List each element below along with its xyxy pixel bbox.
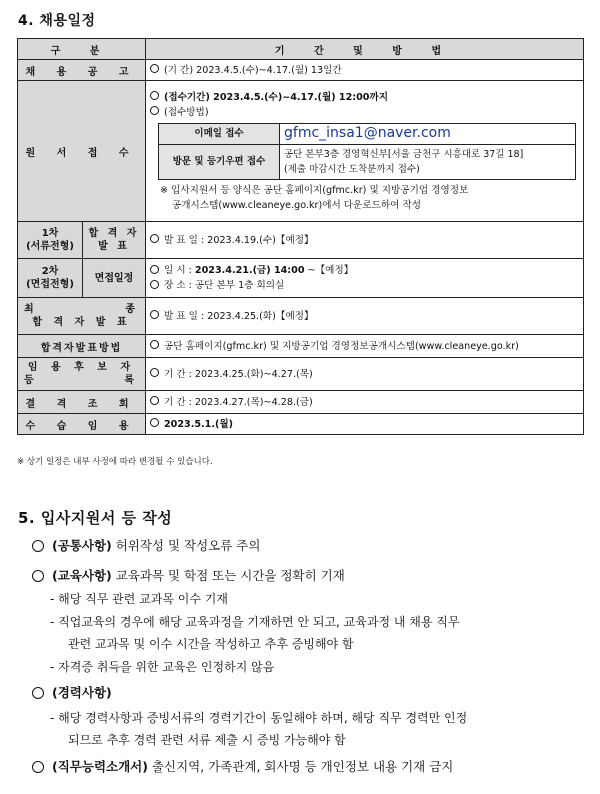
interview-date: 2023.4.21.(금) 14:00 <box>194 265 305 276</box>
row-training <box>18 414 584 435</box>
visit-deadline: (제출 마감시간 도착분까지 접수) <box>284 163 420 175</box>
register-label-a: 등 <box>24 375 39 386</box>
label-announce: 채 용 공 고 <box>18 60 146 81</box>
education-sub1: - 해당 직무 관련 교과목 이수 기재 <box>50 592 228 606</box>
circle-bullet-icon <box>150 396 159 405</box>
item-common-text: 허위작성 및 작성오류 주의 <box>111 538 261 553</box>
apply-method: (접수방법) <box>164 106 209 118</box>
announce-text: (기 간) 2023.4.5.(수)~4.17.(월) 13일간 <box>164 64 342 76</box>
schedule-note: ※ 상기 일정은 내부 사정에 따라 변경될 수 있습니다. <box>17 457 213 467</box>
second-stage-sub: (면접전형) <box>26 279 74 290</box>
circle-bullet-icon <box>150 91 159 100</box>
education-sub2a: - 직업교육의 경우에 해당 교육과정을 기재하면 안 되고, 교육과정 내 채용 직무 <box>50 615 460 629</box>
circle-bullet-icon <box>32 570 44 582</box>
row-announce <box>18 60 584 81</box>
education-sub3: - 자격증 취득을 위한 교육은 인정하지 않음 <box>50 660 275 674</box>
first-stage-label: 1차 <box>41 228 59 239</box>
row-final <box>18 298 584 335</box>
register-label-b: 록 <box>124 375 139 386</box>
label-method: 합격자발표방법 <box>18 335 146 358</box>
interview-date-prefix: 일 시 : <box>164 265 195 276</box>
header-period-method: 기 간 및 방 법 <box>146 39 584 60</box>
circle-bullet-icon <box>150 340 159 349</box>
row-method <box>18 335 584 358</box>
visit-label: 방문 및 등기우편 접수 <box>159 144 280 179</box>
career-sub1b: 되므로 추후 경력 관련 서류 제출 시 증빙 가능해야 함 <box>68 733 346 747</box>
table-header-row <box>18 39 584 60</box>
first-result-sub: 발 표 <box>98 241 130 252</box>
career-sub1a: - 해당 경력사항과 증빙서류의 경력기간이 동일해야 하며, 해당 직무 경력만 인정 <box>50 711 468 725</box>
circle-bullet-icon <box>150 64 159 73</box>
label-training: 수 습 임 용 <box>18 414 146 435</box>
apply-method-table <box>158 123 576 180</box>
circle-bullet-icon <box>150 265 159 274</box>
circle-bullet-icon <box>150 106 159 115</box>
item-competency-key: (직무능력소개서) <box>52 759 148 774</box>
circle-bullet-icon <box>150 310 159 319</box>
apply-period: (접수기간) 2023.4.5.(수)~4.17.(월) 12:00까지 <box>164 91 389 103</box>
circle-bullet-icon <box>150 280 159 289</box>
row-register <box>18 358 584 391</box>
interview-schedule-label: 면접일정 <box>94 272 134 284</box>
circle-bullet-icon <box>32 540 44 552</box>
circle-bullet-icon <box>32 687 44 699</box>
interview-place: 장 소 : 공단 본부 1층 회의실 <box>164 280 285 291</box>
item-career-key: (경력사항) <box>52 685 112 700</box>
visit-address: 공단 본부3층 경영혁신부[서울 금천구 시흥대로 37길 18] <box>284 148 524 160</box>
item-common <box>32 536 260 556</box>
first-stage-sub: (서류전형) <box>26 241 74 252</box>
register-text: 기 간 : 2023.4.25.(화)~4.27.(목) <box>164 368 313 380</box>
email-label: 이메일 접수 <box>159 123 280 144</box>
register-label-1: 임 용 후 보 자 <box>27 362 136 373</box>
training-text: 2023.5.1.(월) <box>164 418 234 430</box>
item-competency <box>32 757 453 777</box>
second-stage-label: 2차 <box>41 266 59 277</box>
row-second-stage <box>18 259 584 298</box>
apply-note-line1: ※ 입사지원서 등 양식은 공단 홈페이지(gfmc.kr) 및 지방공기업 경영정보 <box>160 184 469 196</box>
header-category: 구 분 <box>18 39 146 60</box>
item-education-text: 교육과목 및 학점 또는 시간을 정확히 기재 <box>111 568 345 583</box>
row-apply <box>18 81 584 222</box>
interview-date-suffix: ~【예정】 <box>304 265 354 276</box>
final-text: 발 표 일 : 2023.4.25.(화)【예정】 <box>164 310 314 322</box>
email-address[interactable]: gfmc_insa1@naver.com <box>284 124 451 141</box>
item-competency-text: 출신지역, 가족관계, 회사명 등 개인정보 내용 기재 금지 <box>147 759 454 774</box>
final-label-a: 최 <box>24 304 38 315</box>
circle-bullet-icon <box>150 234 159 243</box>
circle-bullet-icon <box>150 368 159 377</box>
circle-bullet-icon <box>32 761 44 773</box>
first-result-label: 합 격 자 <box>88 228 140 239</box>
first-stage-text: 발 표 일 : 2023.4.19.(수)【예정】 <box>164 234 314 246</box>
section5-title: 5. 입사지원서 등 작성 <box>18 509 173 527</box>
final-label-2: 합 격 자 발 표 <box>32 317 131 328</box>
label-apply: 원 서 접 수 <box>18 81 146 222</box>
education-sub2b: 관련 교과목 및 이수 시간을 작성하고 추후 증빙해야 함 <box>68 637 354 651</box>
method-text: 공단 홈페이지(gfmc.kr) 및 지방공기업 경영정보공개시스템(www.cleaneye.go.kr) <box>164 340 519 352</box>
item-education-key: (교육사항) <box>52 568 112 583</box>
schedule-table <box>17 38 584 435</box>
check-text: 기 간 : 2023.4.27.(목)~4.28.(금) <box>164 396 313 408</box>
item-career <box>32 683 112 703</box>
item-education <box>32 566 345 586</box>
circle-bullet-icon <box>150 418 159 427</box>
label-check: 결 격 조 회 <box>18 391 146 414</box>
item-common-key: (공통사항) <box>52 538 112 553</box>
row-check <box>18 391 584 414</box>
row-first-stage <box>18 222 584 259</box>
section4-title: 4. 채용일정 <box>18 13 96 29</box>
apply-note-line2: 공개시스템(www.cleaneye.go.kr)에서 다운로드하여 작성 <box>172 199 421 211</box>
final-label-b: 종 <box>125 304 139 315</box>
